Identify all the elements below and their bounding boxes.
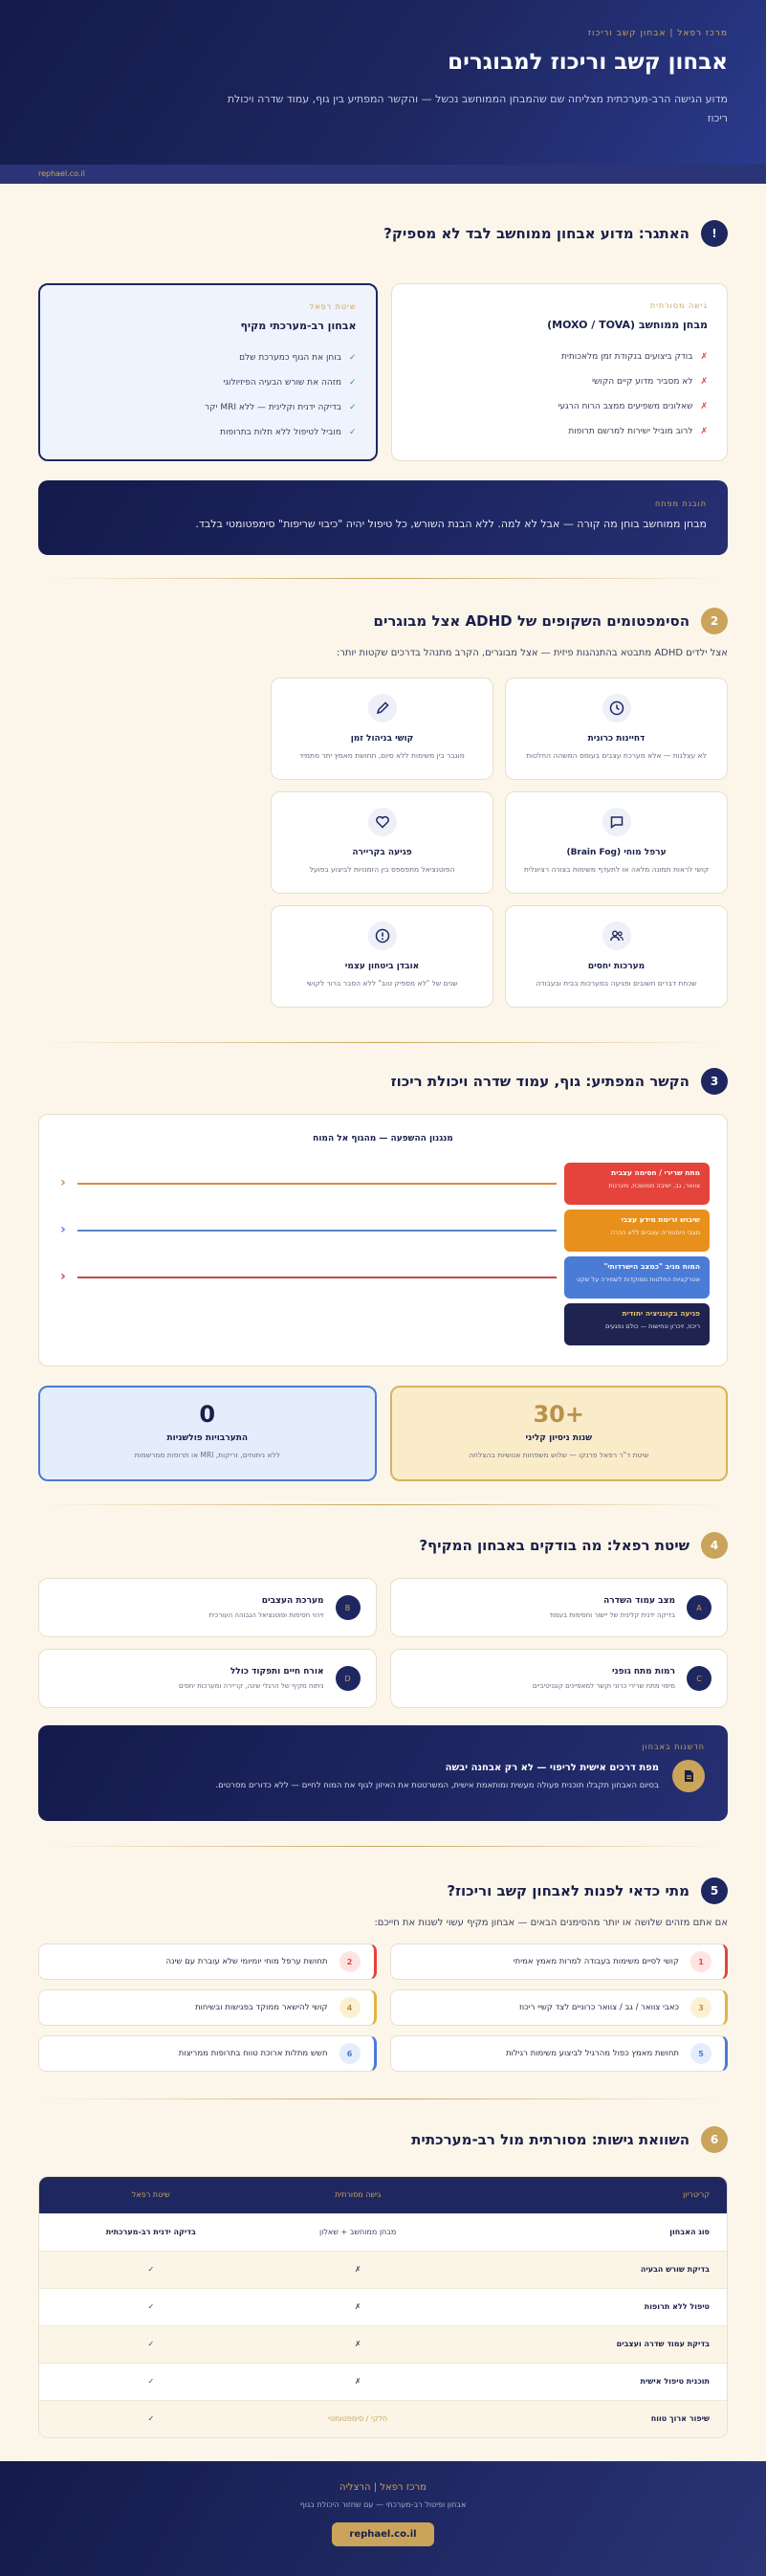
sign-text: קושי להישאר ממוקד בפגישות ובשיחות (194, 2003, 328, 2012)
tension-icon: C (687, 1666, 711, 1691)
method-card (38, 1578, 377, 1637)
check-icon: ✓ (39, 2251, 263, 2288)
sign-item (390, 2035, 729, 2072)
symptom-title: פגיעה בקריירה (352, 848, 412, 857)
x-icon: ✗ (263, 2325, 453, 2363)
site-link[interactable]: rephael.co.il (38, 169, 85, 178)
footer-title: מרכז רפאל | הרצליה (339, 2482, 427, 2493)
section-header-2 (38, 606, 728, 636)
classic-list (411, 344, 709, 444)
pencil-icon (368, 694, 397, 722)
stat-number: +30 (533, 1401, 584, 1428)
arrow-line (77, 1277, 557, 1278)
symptom-title: ערפל מוחי (Brain Fog) (566, 848, 667, 857)
sign-item (38, 2035, 377, 2072)
card-title: מבחן ממוחשב (MOXO / TOVA) (547, 319, 708, 331)
list-item: ✗ לרוב מוביל ישירות למרשם תרופות (568, 427, 708, 436)
method-title: אורח חיים ותפקוד כולל (230, 1667, 324, 1677)
section-badge: 5 (701, 1877, 728, 1904)
table-header: גישה מסורתית (263, 2177, 453, 2213)
sign-number: 3 (690, 1997, 711, 2018)
x-icon: ✗ (263, 2251, 453, 2288)
check-icon: ✓ (348, 378, 357, 388)
heart-icon (368, 808, 397, 836)
method-card (390, 1649, 729, 1708)
chip-nerve-disruption: שיבוש זרימת מידע עצבי מצבי היסטוריה עצביים ללא הכרה (564, 1210, 710, 1252)
people-icon (602, 922, 631, 950)
check-icon: ✓ (39, 2288, 263, 2325)
table-row: טיפול ללא תרופות ✗ ✓ (39, 2288, 727, 2325)
callout-kicker: חדשנות באבחון (642, 1743, 705, 1751)
section-intro: אצל ילדים ADHD מתבטא בהתנהגות פיזית — אצל מבוגרים, הקרב מתנהל בדרכים שקטות יותר: (336, 648, 728, 658)
callout-desc: בסיום האבחון תקבלו תוכנית פעולה מעשית ומותאמת אישית, המשרטטת את האיזון לגוף את המוח לחיים — ללא כדורים מסרטים. (215, 1780, 659, 1790)
card-kicker: גישה מסורתית (649, 301, 708, 310)
symptom-card (505, 677, 728, 780)
main-content (0, 184, 766, 2461)
section-header-5 (38, 1876, 728, 1906)
list-item: ✓ בוחן את הגוף כמערכת שלם (239, 353, 357, 363)
section-badge: ! (701, 220, 728, 247)
stat-label: שנות ניסיון קליני (525, 1433, 593, 1443)
symptom-title: קושי בניהול זמן (350, 734, 414, 744)
chevron-left-icon: ‹ (60, 1175, 66, 1190)
check-icon: ✓ (39, 2363, 263, 2400)
stat-desc: שיטת ד"ר רפאל פרנקו — שלוש משפחות אנושיות בהצלחה (469, 1451, 649, 1459)
signs-row (38, 1989, 728, 2026)
stat-experience (390, 1386, 729, 1481)
symptom-title: אובדן ביטחון עצמי (344, 962, 420, 971)
method-desc: מיפוי מתח שרירי כרוני וקשר למאפיינים קוגניטיביים (532, 1682, 675, 1690)
footer (0, 2461, 766, 2576)
stat-desc: ללא ניתוחים, זריקות, MRI או תרופות ממרשמות (134, 1451, 280, 1459)
document-icon (672, 1760, 705, 1792)
check-icon: ✓ (348, 428, 357, 437)
sign-text: כאבי צוואר / גב / צוואר כרוניים לצד קשיי ריכוז (518, 2003, 679, 2012)
arrow-line (77, 1183, 557, 1185)
x-icon: ✗ (700, 402, 708, 411)
symptom-title: מערכות יחסים (587, 962, 646, 971)
rafael-list (59, 345, 357, 445)
site-strip (0, 165, 766, 184)
signs-row (38, 1943, 728, 1980)
sign-text: תחושת ערפל מוחי יומיומי שלא עוברת עם שינה (165, 1957, 328, 1966)
list-item: ✗ שאלונים משפיעים ממצב הרוח הרגעי (558, 402, 708, 411)
x-icon: ✗ (700, 352, 708, 362)
sign-number: 2 (339, 1951, 361, 1972)
symptom-desc: שנים של "לא מספיק טוב" ללא הסבר ברור לקושי (306, 979, 458, 988)
method-title: מצב עמוד השדרה (603, 1596, 675, 1606)
rafael-card (38, 283, 378, 461)
diagram-title: מנגנון ההשפעה — מהגוף אל המוח (313, 1134, 453, 1144)
lifestyle-icon: D (336, 1666, 361, 1691)
table-row: שיפור ארוך טווח חלקי / סימפטומטי ✓ (39, 2400, 727, 2437)
symptom-card (271, 905, 493, 1008)
section-title: האתגר: מדוע אבחון ממוחשב לבד לא מספיק? (383, 225, 689, 242)
stat-label: התערבויות פולשניות (166, 1433, 249, 1443)
chip-cognition-impact: פגיעה בקוגניציה יחודית ריכוז, זיכרון ונחישות — כולם נפגעים (564, 1303, 710, 1345)
stat-noninvasive (38, 1386, 377, 1481)
method-title: רמות מתח גופני (611, 1667, 675, 1677)
section-title: מתי כדאי לפנות לאבחון קשב וריכוז? (447, 1882, 689, 1899)
list-item: ✗ בודק ביצועים בנקודת זמן מלאכותית (560, 352, 708, 362)
key-insight-callout (38, 480, 728, 555)
method-row (38, 1649, 728, 1708)
section-badge: 6 (701, 2126, 728, 2153)
symptom-desc: שכחת דברים חשובים ופגיעה במערכות בבית ובעבודה (536, 979, 697, 988)
callout-text: מבחן ממוחשב בוחן מה קורה — אבל לא למה. ללא הבנת השורש, כל טיפול יהיה "כיבוי שריפות" סימפטומטי בלבד. (195, 518, 707, 530)
method-card (38, 1649, 377, 1708)
symptom-desc: קושי לראות תמונה מלאה או לתעדף משימות בצורה רציונלית (523, 865, 710, 874)
symptom-grid (38, 677, 728, 1008)
chevron-left-icon: ‹ (60, 1222, 66, 1237)
table-row: סוג האבחון מבחן ממוחשב + שאלון בדיקה ידנית רב-מערכתית (39, 2213, 727, 2251)
check-icon: ✓ (348, 353, 357, 363)
symptom-desc: הפוטנציאל מתפספס בין הזמנויות לביצוע בפועל (309, 865, 455, 874)
symptom-card (271, 677, 493, 780)
check-icon: ✓ (348, 403, 357, 412)
section-title: השוואת גישות: מסורתית מול רב-מערכתית (411, 2131, 689, 2148)
table-row: בדיקת שורש הבעיה ✗ ✓ (39, 2251, 727, 2288)
sign-item (390, 1989, 729, 2026)
method-row (38, 1578, 728, 1637)
website-button[interactable]: rephael.co.il (332, 2522, 433, 2546)
sign-item (38, 1989, 377, 2026)
section-header-4 (38, 1530, 728, 1561)
callout-title: מפת דרכים אישית לריפוי — לא רק אבחנה יבשה (445, 1762, 659, 1773)
table-row: תוכנית טיפול אישית ✗ ✓ (39, 2363, 727, 2400)
method-desc: ניתוח מקיף של הרגלי שינה, קריירה ומערכות יחסים (179, 1682, 324, 1690)
stats-row (38, 1386, 728, 1481)
method-desc: בדיקה ידנית קלינית של יישור וחסימות בעמוד (549, 1611, 675, 1619)
x-icon: ✗ (263, 2363, 453, 2400)
list-item: ✓ בדיקה ידנית וקלינית — ללא MRI יקר (205, 403, 357, 412)
section-header-1 (38, 218, 728, 249)
sign-text: תחושת מאמץ כפול מהרגיל לביצוע משימות רגילות (505, 2049, 679, 2058)
list-item: ✓ מזהה את שורש הבעיה הפיזיולוגי (223, 378, 357, 388)
hero (0, 0, 766, 165)
page-title: אבחון קשב וריכוז למבוגרים (448, 50, 728, 75)
sign-number: 1 (690, 1951, 711, 1972)
section-title: שיטת רפאל: מה בודקים באבחון המקיף? (419, 1537, 689, 1554)
section-header-6 (38, 2124, 728, 2155)
symptom-card (271, 791, 493, 894)
classic-card (391, 283, 729, 461)
section-badge: 3 (701, 1068, 728, 1095)
footer-subtitle: אבחון ופיטול רב-מערכתי — עם שחזור היכולת בגוף (299, 2500, 467, 2509)
method-title: מערכת העצבים (261, 1596, 324, 1606)
table-header: שיטת רפאל (39, 2177, 263, 2213)
chat-icon (602, 808, 631, 836)
clock-icon (602, 694, 631, 722)
sign-number: 6 (339, 2043, 361, 2064)
spine-icon: A (687, 1595, 711, 1620)
sign-item (38, 1943, 377, 1980)
hero-subtitle: מדוע הגישה הרב-מערכתית מצליחה שם שהמבחן הממוחשב נכשל — והקשר המפתיע בין גוף, עמוד שדרה ויכולת ריכוז (227, 93, 728, 124)
section-title: הקשר המפתיע: גוף, עמוד שדרה ויכולת ריכוז (390, 1073, 689, 1090)
x-icon: ✗ (263, 2288, 453, 2325)
sign-text: חשש מתלות ארוכת טווח בתרופות ממריצות (178, 2049, 328, 2058)
method-card (390, 1578, 729, 1637)
alert-icon (368, 922, 397, 950)
arrow-line (77, 1230, 557, 1232)
sign-number: 4 (339, 1997, 361, 2018)
x-icon: ✗ (700, 427, 708, 436)
symptom-desc: מוגבר בין משימות ללא סיום, תחושת מאמץ יתר מתמיד (299, 751, 465, 760)
chip-survival-mode: המוח מגיב "כמצב הישרדותי" אטרקציות החלטות ממוקדות לשמירה על שקט (564, 1256, 710, 1299)
section-header-3 (38, 1066, 728, 1097)
symptom-card (505, 791, 728, 894)
chip-muscle-tension: מתח שרירי / חסימה עצבית צוואר, גב, ישיבה ממושכת, מיגרנות (564, 1163, 710, 1205)
innovation-callout (38, 1725, 728, 1821)
callout-kicker: תובנת מפתח (655, 500, 707, 508)
table-header-row (39, 2177, 727, 2213)
x-icon: ✗ (700, 377, 708, 387)
section-intro: אם אתם מזהים שלושה או יותר מהסימנים הבאים — אבחון מקיף עשוי לשנות את חייכם: (374, 1918, 728, 1928)
mechanism-diagram (38, 1114, 728, 1366)
table-row: בדיקת עמוד שדרה ועצבים ✗ ✓ (39, 2325, 727, 2363)
card-kicker: שיטת רפאל (309, 302, 357, 311)
symptom-desc: לא עצלנות — אלא מערכת עצבים בעומס המשהה החלטות (526, 751, 707, 760)
comparison-table (38, 2176, 728, 2438)
check-icon: ✓ (39, 2325, 263, 2363)
signs-row (38, 2035, 728, 2072)
comparison-cards (38, 283, 728, 461)
method-desc: זיהוי חסימות ופוטנציאל הגבוהה העורכית (208, 1611, 324, 1619)
stat-number: 0 (199, 1401, 216, 1428)
section-title: הסימפטומים השקופים של ADHD אצל מבוגרים (373, 612, 689, 630)
list-item: ✗ לא מסביר מדוע קיים הקושי (592, 377, 708, 387)
table-header: קריטריון (453, 2177, 727, 2213)
nerve-icon: B (336, 1595, 361, 1620)
section-badge: 2 (701, 608, 728, 634)
sign-number: 5 (690, 2043, 711, 2064)
chevron-left-icon: ‹ (60, 1269, 66, 1284)
sign-item (390, 1943, 729, 1980)
symptom-title: דחיינות כרונית (587, 734, 646, 744)
section-badge: 4 (701, 1532, 728, 1559)
hero-kicker: מרכז רפאל | אבחון קשב וריכוז (587, 29, 728, 38)
sign-text: קושי לסיים משימות בעבודה למרות מאמץ אמיתי (513, 1957, 679, 1966)
card-title: אבחון רב-מערכתי מקיף (240, 320, 357, 332)
check-icon: ✓ (39, 2400, 263, 2437)
symptom-card (505, 905, 728, 1008)
list-item: ✓ מוביל לטיפול ללא תלות בתרופות (220, 428, 357, 437)
